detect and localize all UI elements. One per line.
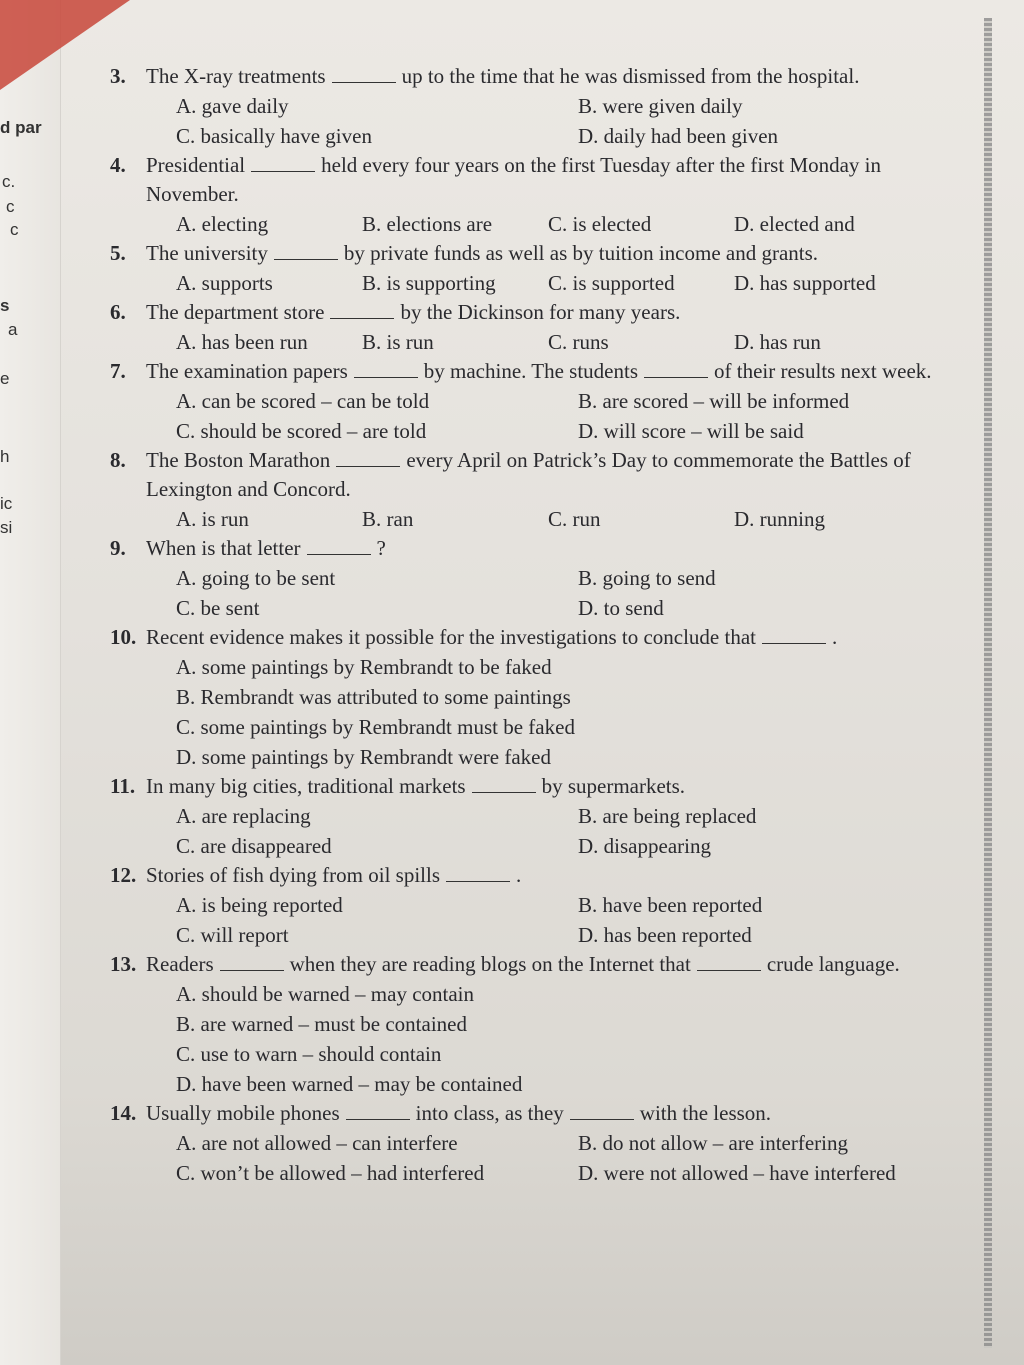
answer-option[interactable]: A. has been run: [176, 330, 308, 354]
question-stem: [110, 298, 970, 327]
question-4: [110, 151, 970, 239]
left-fragment: d par: [0, 118, 42, 137]
answer-blank[interactable]: [220, 954, 284, 971]
question-10: [110, 623, 970, 772]
answer-option[interactable]: A. is run: [176, 507, 249, 531]
stem-text: by supermarkets.: [541, 774, 686, 798]
answer-option[interactable]: D. to send: [578, 596, 664, 620]
stem-text: crude language.: [766, 952, 900, 976]
question-number: 10.: [110, 625, 137, 649]
answer-option[interactable]: D. have been warned – may be contained: [176, 1072, 523, 1096]
question-number: 3.: [110, 64, 126, 88]
question-13: [110, 950, 970, 1099]
stem-text: with the lesson.: [639, 1101, 772, 1125]
answer-option[interactable]: A. gave daily: [176, 94, 289, 118]
stem-text: Presidential: [146, 153, 246, 177]
answer-option[interactable]: C. run: [548, 507, 601, 531]
answer-option[interactable]: D. has been reported: [578, 923, 752, 947]
answer-option[interactable]: C. should be scored – are told: [176, 419, 427, 443]
stem-text: The department store: [146, 300, 325, 324]
answer-blank[interactable]: [570, 1103, 634, 1120]
answer-option[interactable]: C. some paintings by Rembrandt must be faked: [176, 715, 575, 739]
answer-blank[interactable]: [336, 450, 400, 467]
options-list: [110, 1128, 970, 1188]
question-number: 4.: [110, 153, 126, 177]
answer-option[interactable]: D. daily had been given: [578, 124, 779, 148]
stem-text: ?: [376, 536, 386, 560]
question-number: 11.: [110, 774, 136, 798]
question-number: 7.: [110, 359, 126, 383]
answer-option[interactable]: C. will report: [176, 923, 289, 947]
answer-blank[interactable]: [330, 302, 394, 319]
question-number: 13.: [110, 952, 137, 976]
stem-text: Stories of fish dying from oil spills: [146, 863, 440, 887]
stem-text: When is that letter: [146, 536, 301, 560]
stem-text: up to the time that he was dismissed from the hospital.: [401, 64, 860, 88]
question-stem: [110, 623, 970, 652]
options-list: [110, 890, 970, 950]
answer-blank[interactable]: [697, 954, 761, 971]
answer-blank[interactable]: [274, 243, 338, 260]
page-border-right: [984, 18, 992, 1348]
stem-text: The examination papers: [146, 359, 348, 383]
answer-option[interactable]: B. going to send: [578, 566, 716, 590]
answer-blank[interactable]: [762, 627, 826, 644]
question-14: [110, 1099, 970, 1188]
options-list: [110, 91, 970, 151]
stem-text: by the Dickinson for many years.: [400, 300, 681, 324]
question-5: [110, 239, 970, 298]
left-fragment: ic: [0, 494, 13, 513]
answer-option[interactable]: C. basically have given: [176, 124, 372, 148]
stem-text: The university: [146, 241, 268, 265]
options-list: [110, 209, 970, 239]
answer-option[interactable]: D. will score – will be said: [578, 419, 804, 443]
answer-option[interactable]: A. is being reported: [176, 893, 343, 917]
answer-option[interactable]: A. some paintings by Rembrandt to be faked: [176, 655, 552, 679]
answer-blank[interactable]: [472, 776, 536, 793]
answer-option[interactable]: B. is run: [362, 330, 434, 354]
answer-option[interactable]: C. is elected: [548, 212, 652, 236]
answer-option[interactable]: B. elections are: [362, 212, 493, 236]
options-list: [110, 268, 970, 298]
question-stem: [110, 357, 970, 386]
answer-option[interactable]: C. be sent: [176, 596, 260, 620]
question-6: [110, 298, 970, 357]
question-stem: [110, 1099, 970, 1128]
options-list: [110, 563, 970, 623]
question-number: 9.: [110, 536, 126, 560]
answer-option[interactable]: B. are warned – must be contained: [176, 1012, 467, 1036]
question-stem: [110, 151, 970, 209]
answer-option[interactable]: B. have been reported: [578, 893, 763, 917]
answer-option[interactable]: B. Rembrandt was attributed to some paintings: [176, 685, 571, 709]
stem-text: Recent evidence makes it possible for the investigations to conclude that: [146, 625, 756, 649]
answer-option[interactable]: D. has run: [734, 330, 821, 354]
answer-option[interactable]: C. runs: [548, 330, 609, 354]
answer-option[interactable]: A. going to be sent: [176, 566, 336, 590]
question-number: 5.: [110, 241, 126, 265]
options-list: [110, 801, 970, 861]
stem-text: In many big cities, traditional markets: [146, 774, 466, 798]
answer-option[interactable]: B. ran: [362, 507, 414, 531]
answer-option[interactable]: D. disappearing: [578, 834, 711, 858]
answer-option[interactable]: A. supports: [176, 271, 273, 295]
options-list: [110, 386, 970, 446]
question-8: [110, 446, 970, 534]
question-number: 6.: [110, 300, 126, 324]
options-list: [110, 327, 970, 357]
question-stem: [110, 861, 970, 890]
stem-text: .: [832, 625, 838, 649]
answer-option[interactable]: C. use to warn – should contain: [176, 1042, 442, 1066]
stem-text: .: [516, 863, 522, 887]
options-list: [110, 652, 970, 772]
answer-option[interactable]: D. were not allowed – have interfered: [578, 1161, 896, 1185]
options-list: [110, 979, 970, 1099]
question-12: [110, 861, 970, 950]
answer-blank[interactable]: [332, 66, 396, 83]
stem-text: held every four years on the first Tuesday after the first Monday in November.: [146, 153, 882, 206]
question-7: [110, 357, 970, 446]
answer-option[interactable]: C. are disappeared: [176, 834, 332, 858]
answer-blank[interactable]: [251, 155, 315, 172]
answer-option[interactable]: A. should be warned – may contain: [176, 982, 475, 1006]
left-fragment: c: [10, 220, 19, 239]
question-stem: [110, 62, 970, 91]
stem-text: The X-ray treatments: [146, 64, 326, 88]
answer-option[interactable]: B. do not allow – are interfering: [578, 1131, 849, 1155]
stem-text: when they are reading blogs on the Internet that: [289, 952, 691, 976]
question-stem: [110, 534, 970, 563]
question-stem: [110, 950, 970, 979]
answer-option[interactable]: B. were given daily: [578, 94, 743, 118]
answer-option[interactable]: A. electing: [176, 212, 269, 236]
stem-text: Readers: [146, 952, 214, 976]
answer-option[interactable]: B. are being replaced: [578, 804, 757, 828]
answer-option[interactable]: D. elected and: [734, 212, 855, 236]
question-3: [110, 62, 970, 151]
question-stem: [110, 772, 970, 801]
answer-option[interactable]: D. has supported: [734, 271, 876, 295]
answer-blank[interactable]: [644, 361, 708, 378]
stem-text: by private funds as well as by tuition income and grants.: [343, 241, 819, 265]
left-fragment: e: [0, 369, 10, 388]
answer-option[interactable]: D. running: [734, 507, 825, 531]
answer-option[interactable]: C. won’t be allowed – had interfered: [176, 1161, 485, 1185]
answer-option[interactable]: A. can be scored – can be told: [176, 389, 430, 413]
left-fragment: h: [0, 447, 10, 466]
answer-blank[interactable]: [307, 538, 371, 555]
stem-text: into class, as they: [415, 1101, 564, 1125]
left-fragment: c: [6, 197, 15, 216]
question-9: [110, 534, 970, 623]
question-number: 14.: [110, 1101, 137, 1125]
answer-option[interactable]: B. are scored – will be informed: [578, 389, 850, 413]
left-fragment: a: [8, 320, 18, 339]
question-stem: [110, 239, 970, 268]
answer-option[interactable]: B. is supporting: [362, 271, 496, 295]
exam-page: [110, 62, 970, 1188]
stem-text: by machine. The students: [423, 359, 639, 383]
stem-text: every April on Patrick’s Day to commemorate the Battles of Lexington and Concord.: [146, 448, 911, 501]
answer-blank[interactable]: [346, 1103, 410, 1120]
options-list: [110, 504, 970, 534]
answer-option[interactable]: A. are not allowed – can interfere: [176, 1131, 458, 1155]
stem-text: The Boston Marathon: [146, 448, 331, 472]
question-number: 12.: [110, 863, 137, 887]
answer-option[interactable]: A. are replacing: [176, 804, 311, 828]
left-fragment: s: [0, 296, 10, 315]
answer-blank[interactable]: [354, 361, 418, 378]
answer-option[interactable]: D. some paintings by Rembrandt were faked: [176, 745, 551, 769]
question-11: [110, 772, 970, 861]
question-number: 8.: [110, 448, 126, 472]
question-stem: [110, 446, 970, 504]
left-fragment: c.: [2, 172, 16, 191]
answer-blank[interactable]: [446, 865, 510, 882]
answer-option[interactable]: C. is supported: [548, 271, 675, 295]
left-fragment: si: [0, 518, 13, 537]
stem-text: of their results next week.: [714, 359, 932, 383]
stem-text: Usually mobile phones: [146, 1101, 340, 1125]
